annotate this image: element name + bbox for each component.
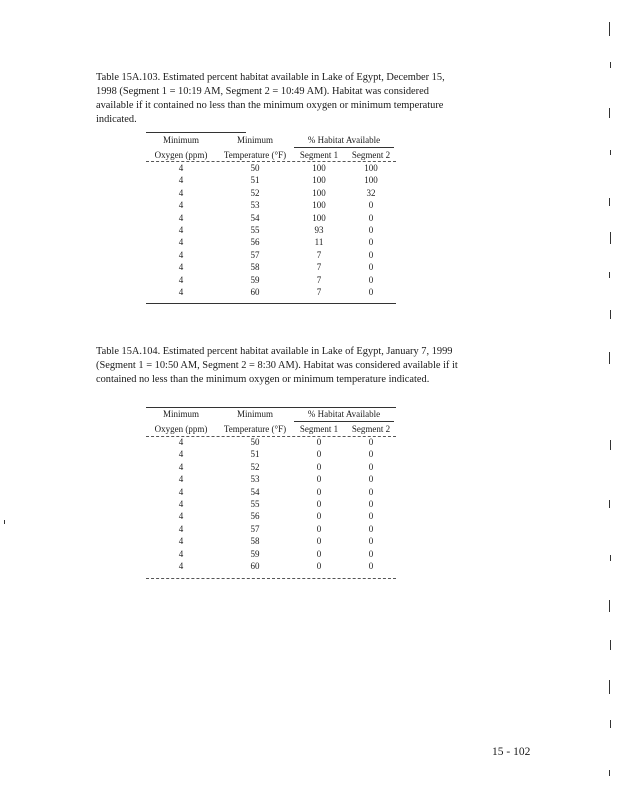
cell-temperature: 51 xyxy=(250,449,260,460)
cell-temperature: 55 xyxy=(250,499,260,509)
cell-temperature: 58 xyxy=(250,536,260,547)
table-row xyxy=(146,200,396,212)
cell-temperature: 58 xyxy=(250,262,260,273)
cell-segment1: 0 xyxy=(316,523,322,534)
table-row xyxy=(146,250,396,262)
cell-segment2: 0 xyxy=(368,225,374,235)
table-row xyxy=(146,449,396,461)
table-row xyxy=(146,213,396,225)
table-row xyxy=(146,175,396,187)
cell-oxygen: 4 xyxy=(178,274,184,285)
table1-header-oxygen: Oxygen (ppm) xyxy=(154,150,208,160)
page-number: 15 - 102 xyxy=(492,746,531,758)
cell-temperature: 54 xyxy=(250,212,260,223)
cell-temperature: 52 xyxy=(250,187,260,198)
table-row xyxy=(146,474,396,486)
cell-segment1: 7 xyxy=(316,274,322,285)
cell-oxygen: 4 xyxy=(178,237,184,248)
table1-header-segment2: Segment 2 xyxy=(351,150,391,160)
cell-oxygen: 4 xyxy=(178,249,184,260)
cell-temperature: 54 xyxy=(250,486,260,497)
table1-header-minimum-oxygen: Minimum xyxy=(162,135,199,145)
table-row xyxy=(146,225,396,237)
cell-temperature: 50 xyxy=(250,437,260,447)
table-row xyxy=(146,188,396,200)
table-row xyxy=(146,237,396,249)
table1-habitat-rule xyxy=(294,147,394,148)
table2-header-oxygen: Oxygen (ppm) xyxy=(154,424,208,434)
table1-header-minimum-temp: Minimum xyxy=(236,135,273,145)
cell-segment1: 0 xyxy=(316,474,322,485)
cell-oxygen: 4 xyxy=(178,225,184,235)
cell-oxygen: 4 xyxy=(178,474,184,485)
cell-temperature: 60 xyxy=(250,561,260,571)
cell-segment2: 0 xyxy=(368,561,374,571)
cell-segment2: 0 xyxy=(368,287,374,297)
cell-oxygen: 4 xyxy=(178,536,184,547)
table-row xyxy=(146,524,396,536)
cell-oxygen: 4 xyxy=(178,511,184,522)
cell-oxygen: 4 xyxy=(178,175,184,186)
cell-oxygen: 4 xyxy=(178,449,184,460)
cell-temperature: 59 xyxy=(250,274,260,285)
cell-segment2: 0 xyxy=(368,511,374,522)
table-row xyxy=(146,536,396,548)
cell-segment1: 0 xyxy=(316,536,322,547)
cell-oxygen: 4 xyxy=(178,523,184,534)
cell-segment1: 100 xyxy=(312,200,326,211)
table1-header-segment1: Segment 1 xyxy=(299,150,339,160)
table1-caption xyxy=(96,71,468,127)
cell-temperature: 57 xyxy=(250,249,260,260)
cell-segment1: 100 xyxy=(312,163,326,173)
cell-temperature: 59 xyxy=(250,548,260,559)
table-row xyxy=(146,163,396,175)
table1-caption-text: Table 15A.103. Estimated percent habitat available in Lake of Egypt, December 15, 1998 (Segment 1 = 10:19 AM, Segment 2 = 10:49 AM). Habitat was considered available if it contained no less than the minimum oxygen or minimum temperature indicated. xyxy=(96,72,445,125)
cell-segment1: 100 xyxy=(312,175,326,186)
cell-oxygen: 4 xyxy=(178,437,184,447)
table2-header-minimum-temp: Minimum xyxy=(236,409,273,419)
cell-segment1: 0 xyxy=(316,561,322,571)
cell-segment1: 0 xyxy=(316,437,322,447)
cell-oxygen: 4 xyxy=(178,200,184,211)
cell-oxygen: 4 xyxy=(178,499,184,509)
table1-bottom-rule xyxy=(146,303,396,304)
table2-header-habitat: % Habitat Available xyxy=(307,409,381,419)
table-row xyxy=(146,262,396,274)
table2-bottom-rule xyxy=(146,578,396,579)
cell-segment1: 0 xyxy=(316,486,322,497)
table2-header-segment1: Segment 1 xyxy=(299,424,339,434)
table-row xyxy=(146,437,396,449)
cell-oxygen: 4 xyxy=(178,187,184,198)
cell-segment2: 0 xyxy=(368,262,374,273)
cell-oxygen: 4 xyxy=(178,561,184,571)
cell-segment2: 0 xyxy=(368,237,374,248)
table2-caption-text: Table 15A.104. Estimated percent habitat available in Lake of Egypt, January 7, 1999 (Segment 1 = 10:50 AM, Segment 2 = 8:30 AM). Habitat was considered available if it contained no less than the minimum oxygen or minimum temperature indicated. xyxy=(96,346,458,385)
cell-segment2: 0 xyxy=(368,536,374,547)
cell-segment2: 100 xyxy=(364,175,378,186)
table1-header-habitat: % Habitat Available xyxy=(307,135,381,145)
cell-temperature: 57 xyxy=(250,523,260,534)
cell-segment2: 0 xyxy=(368,499,374,509)
cell-segment2: 0 xyxy=(368,449,374,460)
cell-segment1: 0 xyxy=(316,449,322,460)
cell-segment2: 0 xyxy=(368,523,374,534)
cell-temperature: 56 xyxy=(250,237,260,248)
table1 xyxy=(146,130,396,306)
table-row xyxy=(146,499,396,511)
table-row xyxy=(146,287,396,299)
cell-segment1: 0 xyxy=(316,511,322,522)
cell-temperature: 60 xyxy=(250,287,260,297)
cell-temperature: 56 xyxy=(250,511,260,522)
cell-oxygen: 4 xyxy=(178,212,184,223)
table1-top-rule xyxy=(146,132,246,133)
cell-segment2: 32 xyxy=(366,187,376,198)
cell-temperature: 52 xyxy=(250,461,260,472)
cell-temperature: 55 xyxy=(250,225,260,235)
cell-oxygen: 4 xyxy=(178,262,184,273)
cell-temperature: 50 xyxy=(250,163,260,173)
table-row xyxy=(146,511,396,523)
table2-header-segment2: Segment 2 xyxy=(351,424,391,434)
cell-temperature: 51 xyxy=(250,175,260,186)
table-row xyxy=(146,549,396,561)
table-row xyxy=(146,561,396,573)
cell-segment1: 11 xyxy=(314,237,324,248)
table2-header-minimum-oxygen: Minimum xyxy=(162,409,199,419)
cell-temperature: 53 xyxy=(250,200,260,211)
table1-header-temperature: Temperature (°F) xyxy=(223,150,287,160)
table-row xyxy=(146,462,396,474)
cell-oxygen: 4 xyxy=(178,287,184,297)
cell-segment1: 0 xyxy=(316,461,322,472)
table2-habitat-rule xyxy=(294,421,394,422)
cell-segment1: 100 xyxy=(312,212,326,223)
cell-segment2: 0 xyxy=(368,474,374,485)
table2-caption xyxy=(96,345,468,387)
cell-segment1: 7 xyxy=(316,262,322,273)
cell-oxygen: 4 xyxy=(178,486,184,497)
cell-segment2: 0 xyxy=(368,461,374,472)
table2-top-rule xyxy=(146,407,396,408)
cell-segment1: 100 xyxy=(312,187,326,198)
cell-segment2: 0 xyxy=(368,548,374,559)
cell-segment2: 100 xyxy=(364,163,378,173)
cell-oxygen: 4 xyxy=(178,163,184,173)
cell-temperature: 53 xyxy=(250,474,260,485)
table-row xyxy=(146,487,396,499)
cell-oxygen: 4 xyxy=(178,461,184,472)
table1-header-rule xyxy=(146,161,396,162)
cell-segment2: 0 xyxy=(368,212,374,223)
table2-header-temperature: Temperature (°F) xyxy=(223,424,287,434)
cell-segment2: 0 xyxy=(368,437,374,447)
table-row xyxy=(146,275,396,287)
cell-segment1: 93 xyxy=(314,225,324,235)
cell-oxygen: 4 xyxy=(178,548,184,559)
cell-segment1: 0 xyxy=(316,548,322,559)
table2 xyxy=(146,404,396,582)
cell-segment2: 0 xyxy=(368,249,374,260)
cell-segment1: 7 xyxy=(316,249,322,260)
cell-segment2: 0 xyxy=(368,274,374,285)
cell-segment1: 7 xyxy=(316,287,322,297)
cell-segment2: 0 xyxy=(368,200,374,211)
cell-segment1: 0 xyxy=(316,499,322,509)
cell-segment2: 0 xyxy=(368,486,374,497)
